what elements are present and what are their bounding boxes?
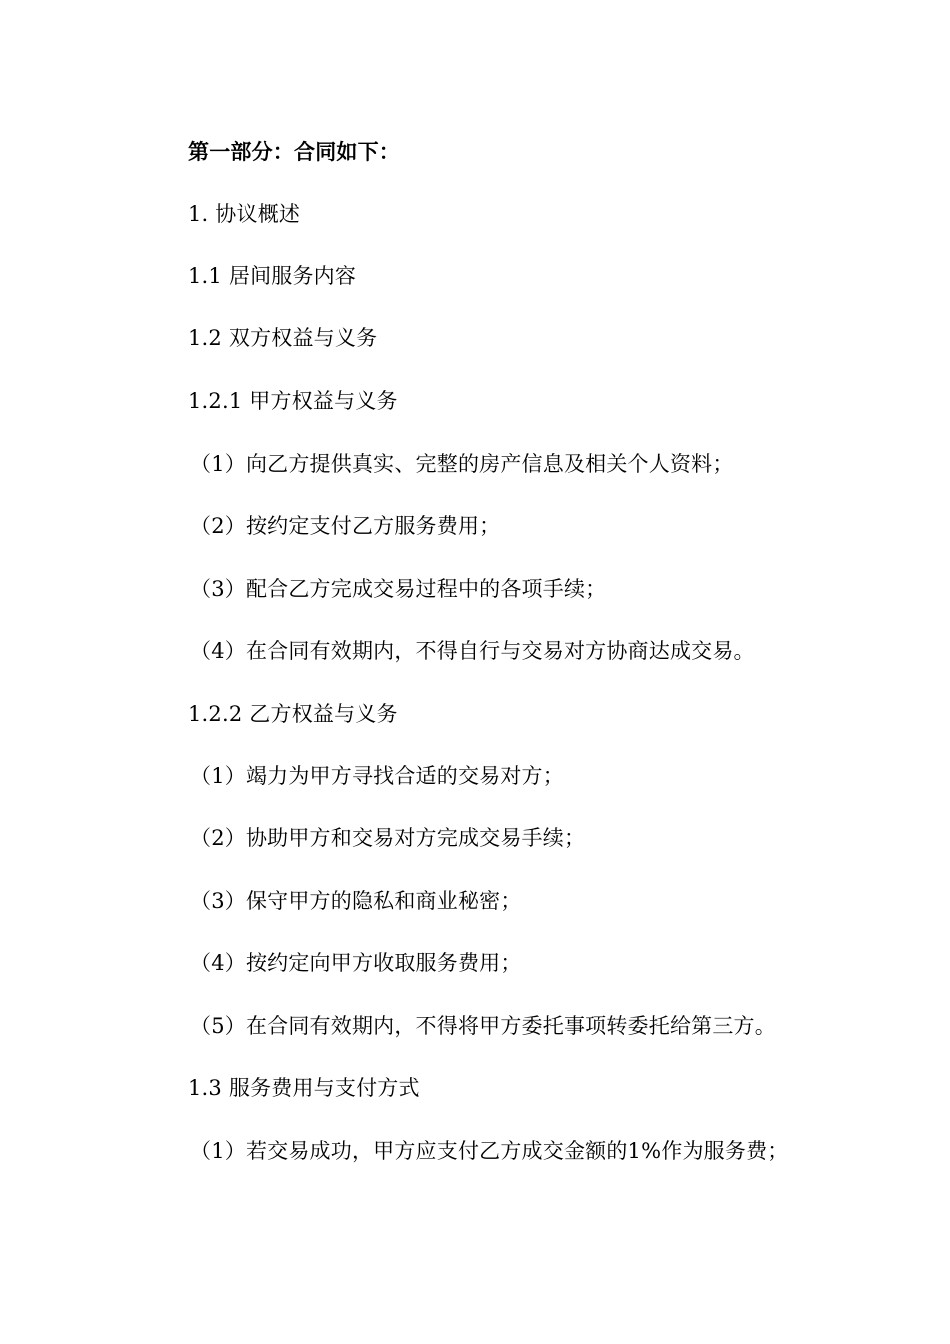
party-b-item-4: （4）按约定向甲方收取服务费用； <box>190 951 522 975</box>
fee-item-1: （1）若交易成功，甲方应支付乙方成交金额的1%作为服务费； <box>190 1139 789 1163</box>
party-b-item-5: （5）在合同有效期内，不得将甲方委托事项转委托给第三方。 <box>190 1014 776 1038</box>
party-a-item-1: （1）向乙方提供真实、完整的房产信息及相关个人资料； <box>190 452 734 476</box>
party-b-item-2: （2）协助甲方和交易对方完成交易手续； <box>190 826 586 850</box>
section-1-1-title: 1.1 居间服务内容 <box>188 264 357 288</box>
party-a-item-3: （3）配合乙方完成交易过程中的各项手续； <box>190 577 607 601</box>
party-a-item-4: （4）在合同有效期内，不得自行与交易对方协商达成交易。 <box>190 639 755 663</box>
party-a-item-2: （2）按约定支付乙方服务费用； <box>190 514 501 538</box>
part-heading: 第一部分：合同如下： <box>188 140 400 164</box>
section-1-2-title: 1.2 双方权益与义务 <box>188 326 378 350</box>
party-b-item-3: （3）保守甲方的隐私和商业秘密； <box>190 889 522 913</box>
section-1-2-1-title: 1.2.1 甲方权益与义务 <box>188 389 398 413</box>
section-1-3-title: 1.3 服务费用与支付方式 <box>188 1076 420 1100</box>
section-1-2-2-title: 1.2.2 乙方权益与义务 <box>188 702 398 726</box>
party-b-item-1: （1）竭力为甲方寻找合适的交易对方； <box>190 764 564 788</box>
section-1-title: 1. 协议概述 <box>188 202 301 226</box>
